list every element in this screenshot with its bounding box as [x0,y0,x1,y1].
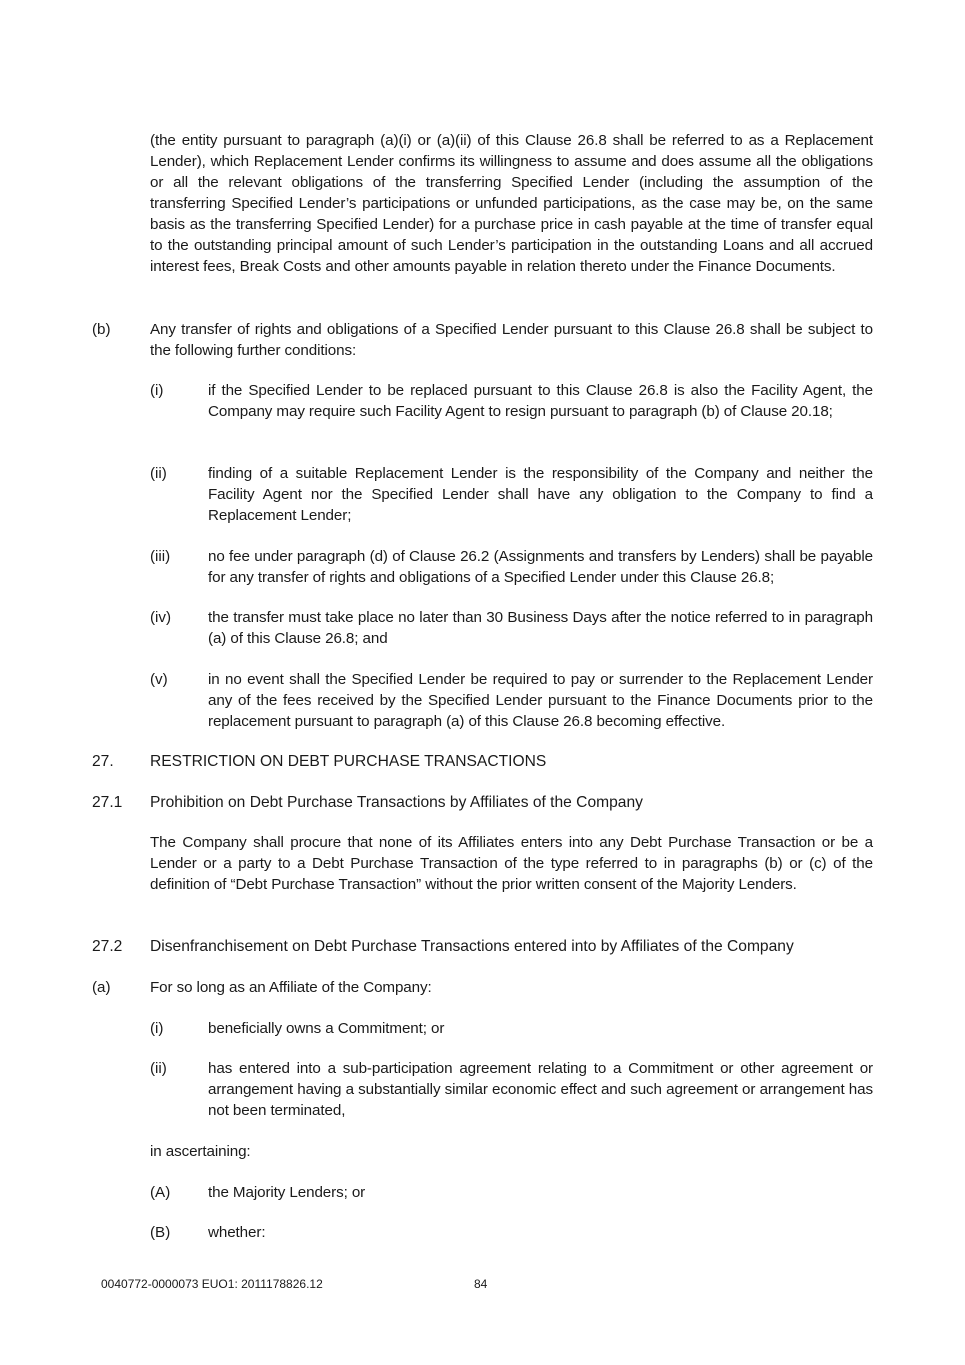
para-b-item-label: (i) [150,382,164,399]
para-b-item-text: the transfer must take place no later than 30 Business Days after the notice referred to in paragraph (a) of this Clause 26.8; and [208,609,873,647]
para-b-text: Any transfer of rights and obligations of a Specified Lender pursuant to this Clause 26.8 shall be subject to the following further conditions: [150,321,873,359]
in-ascertaining-text: in ascertaining: [150,1143,251,1160]
para-b-item-label: (v) [150,671,168,688]
clause-27-2-para-a-text: For so long as an Affiliate of the Company: [150,979,432,996]
para-b-label: (b) [92,321,111,338]
footer-document-reference: 0040772-0000073 EUO1: 2011178826.12 [101,1277,323,1291]
clause-27-1-text: The Company shall procure that none of its Affiliates enters into any Debt Purchase Transaction or be a Lender or a party to a Debt Purchase Transaction of the type referred to in paragraphs (b) or (c) of the definition of “Debt Purchase Transaction” without the prior written consent of the Majority Lenders. [150,834,873,893]
para-b-item-text: in no event shall the Specified Lender be required to pay or surrender to the Replacement Lender any of the fees received by the Specified Lender pursuant to the Finance Documents prior to the replacement pursuant to paragraph (a) of this Clause 26.8 becoming effective. [208,671,873,730]
sub-item-label: (B) [150,1224,171,1241]
footer-page-number: 84 [474,1277,488,1291]
para-b-item-text: no fee under paragraph (d) of Clause 26.2 (Assignments and transfers by Lenders) shall be payable for any transfer of rights and obligations of a Specified Lender under this Clause 26.8; [208,548,873,586]
clause-27-title: RESTRICTION ON DEBT PURCHASE TRANSACTIONS [150,753,547,770]
clause-27-2-para-a-label: (a) [92,979,111,996]
clause-27-number: 27. [92,753,114,770]
para-b-item-label: (iv) [150,609,172,626]
clause-27-1-number: 27.1 [92,794,123,811]
clause-27-2-item-label: (i) [150,1020,164,1037]
para-b-item-text: if the Specified Lender to be replaced pursuant to this Clause 26.8 is also the Facility Agent, the Company may require such Facility Agent to resign pursuant to paragraph (b) of Clause 20.18; [208,382,873,420]
clause-27-2-title: Disenfranchisement on Debt Purchase Transactions entered into by Affiliates of the Company [150,938,794,955]
clause-27-2-item-text: has entered into a sub-participation agreement relating to a Commitment or other agreement or arrangement having a substantially similar economic effect and such agreement or arrangement has not been terminated, [208,1060,873,1119]
clause-27-2-item-label: (ii) [150,1060,167,1077]
para-b-item-label: (ii) [150,465,167,482]
clause-27-2-item-text: beneficially owns a Commitment; or [208,1020,445,1037]
para-b-item-text: finding of a suitable Replacement Lender is the responsibility of the Company and neither the Facility Agent nor the Specified Lender shall have any obligation to the Company to find a Replacement Lender; [208,465,873,524]
clause-27-1-title: Prohibition on Debt Purchase Transactions by Affiliates of the Company [150,794,643,811]
sub-item-text: whether: [208,1224,266,1241]
para-b-item-label: (iii) [150,548,171,565]
sub-item-text: the Majority Lenders; or [208,1184,366,1201]
clause-27-2-number: 27.2 [92,938,123,955]
intro-paragraph: (the entity pursuant to paragraph (a)(i) or (a)(ii) of this Clause 26.8 shall be referred to as a Replacement Lender), which Replacement Lender confirms its willingness to assume and does assume all the obligations or all the relevant obligations of the transferring Specified Lender (including the assumption of the transferring Specified Lender’s participations or unfunded participations, as the case may be, on the same basis as the transferring Specified Lender) for a purchase price in cash payable at the time of transfer equal to the outstanding principal amount of such Lender’s participation in the outstanding Loans and all accrued interest fees, Break Costs and other amounts payable in relation thereto under the Finance Documents. [150,132,873,275]
sub-item-label: (A) [150,1184,171,1201]
